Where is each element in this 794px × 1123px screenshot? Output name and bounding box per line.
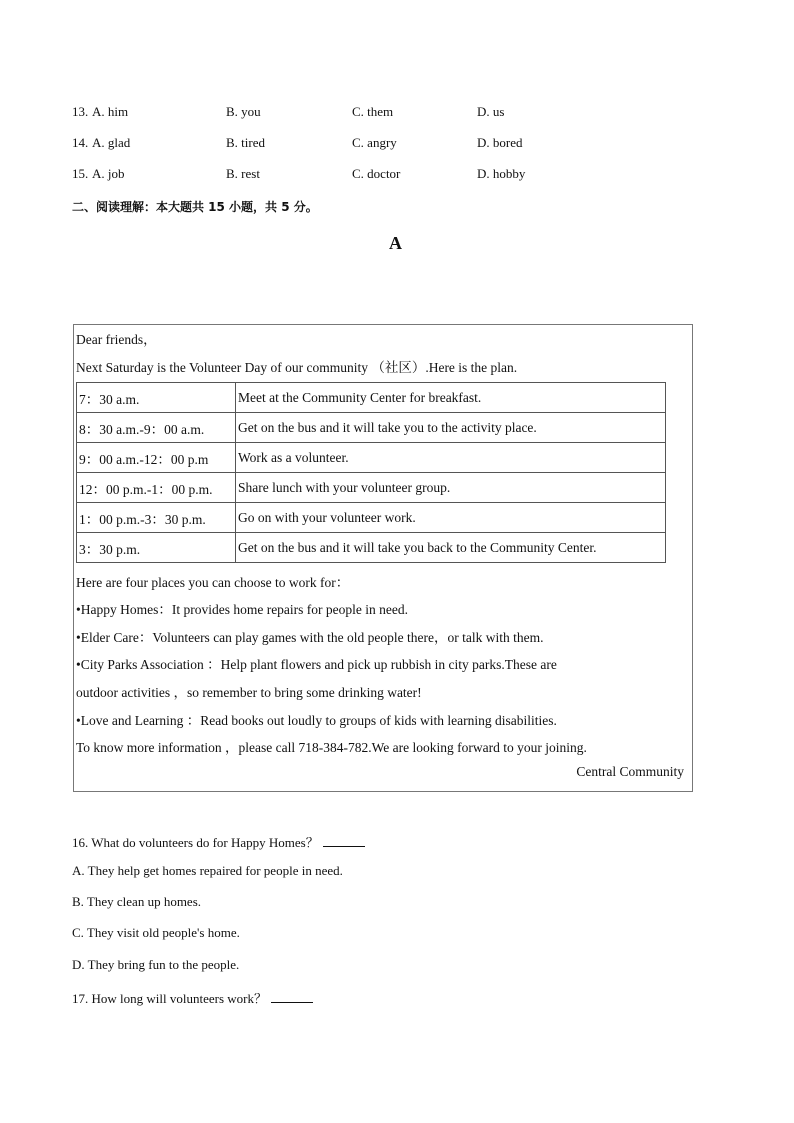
schedule-table: [76, 382, 666, 563]
table-row: [77, 533, 666, 563]
notice-contact: To know more information ，please call 718-384-782.We are looking forward to your joining.: [76, 740, 587, 755]
notice-greeting: Dear friends，: [76, 332, 157, 347]
question-16: [72, 832, 365, 851]
place-city-parks-cont: outdoor activities ，so remember to bring some drinking water!: [76, 685, 422, 700]
question-17: [72, 988, 313, 1007]
schedule-time: 1：00 p.m.-3：30 p.m.: [77, 503, 236, 533]
question-16-text: 16. What do volunteers do for Happy Homes？: [72, 835, 319, 850]
option-c: C. them: [352, 104, 394, 119]
option-a: A. him: [92, 104, 129, 119]
place-love-learning: •Love and Learning ：Read books out loudly to groups of kids with learning disabilities.: [76, 713, 557, 728]
place-elder-care: •Elder Care：Volunteers can play games with the old people there，or talk with them.: [76, 630, 544, 645]
option-b: B. rest: [226, 166, 260, 181]
schedule-time: 8：30 a.m.-9：00 a.m.: [77, 413, 236, 443]
option-c: C. doctor: [352, 166, 401, 181]
q16-option-b: B. They clean up homes.: [72, 894, 202, 909]
schedule-activity: Meet at the Community Center for breakfast.: [236, 383, 666, 413]
notice-signature: Central Community: [576, 764, 684, 779]
answer-blank: [271, 990, 313, 1003]
option-number: 14.: [72, 135, 89, 150]
option-number: 13.: [72, 104, 89, 119]
q16-option-c: C. They visit old people's home.: [72, 925, 240, 940]
option-c: C. angry: [352, 135, 397, 150]
option-a: A. job: [92, 166, 125, 181]
option-b: B. tired: [226, 135, 265, 150]
passage-letter: A: [389, 233, 402, 253]
table-row: [77, 473, 666, 503]
section-title: 二、阅读理解：本大题共 15 小题，共 5 分。: [72, 200, 318, 214]
schedule-activity: Share lunch with your volunteer group.: [236, 473, 666, 503]
answer-blank: [323, 834, 365, 847]
schedule-time: 12：00 p.m.-1：00 p.m.: [77, 473, 236, 503]
option-number: 15.: [72, 166, 89, 181]
place-happy-homes: •Happy Homes：It provides home repairs for people in need.: [76, 602, 409, 617]
table-row: [77, 413, 666, 443]
schedule-time: 9：00 a.m.-12：00 p.m: [77, 443, 236, 473]
table-row: [77, 443, 666, 473]
option-d: D. bored: [477, 135, 523, 150]
q16-option-a: A. They help get homes repaired for people in need.: [72, 863, 343, 878]
table-row: [77, 383, 666, 413]
schedule-time: 3：30 p.m.: [77, 533, 236, 563]
notice-intro: Next Saturday is the Volunteer Day of our community （社区）.Here is the plan.: [76, 360, 518, 375]
schedule-activity: Go on with your volunteer work.: [236, 503, 666, 533]
schedule-activity: Get on the bus and it will take you back to the Community Center.: [236, 533, 666, 563]
option-b: B. you: [226, 104, 261, 119]
option-a: A. glad: [92, 135, 131, 150]
schedule-activity: Get on the bus and it will take you to the activity place.: [236, 413, 666, 443]
table-row: [77, 503, 666, 533]
schedule-activity: Work as a volunteer.: [236, 443, 666, 473]
option-d: D. hobby: [477, 166, 526, 181]
question-17-text: 17. How long will volunteers work？: [72, 991, 267, 1006]
places-intro: Here are four places you can choose to work for：: [76, 575, 350, 590]
schedule-time: 7：30 a.m.: [77, 383, 236, 413]
q16-option-d: D. They bring fun to the people.: [72, 957, 240, 972]
option-d: D. us: [477, 104, 505, 119]
place-city-parks: •City Parks Association ：Help plant flowers and pick up rubbish in city parks.These are: [76, 657, 557, 672]
